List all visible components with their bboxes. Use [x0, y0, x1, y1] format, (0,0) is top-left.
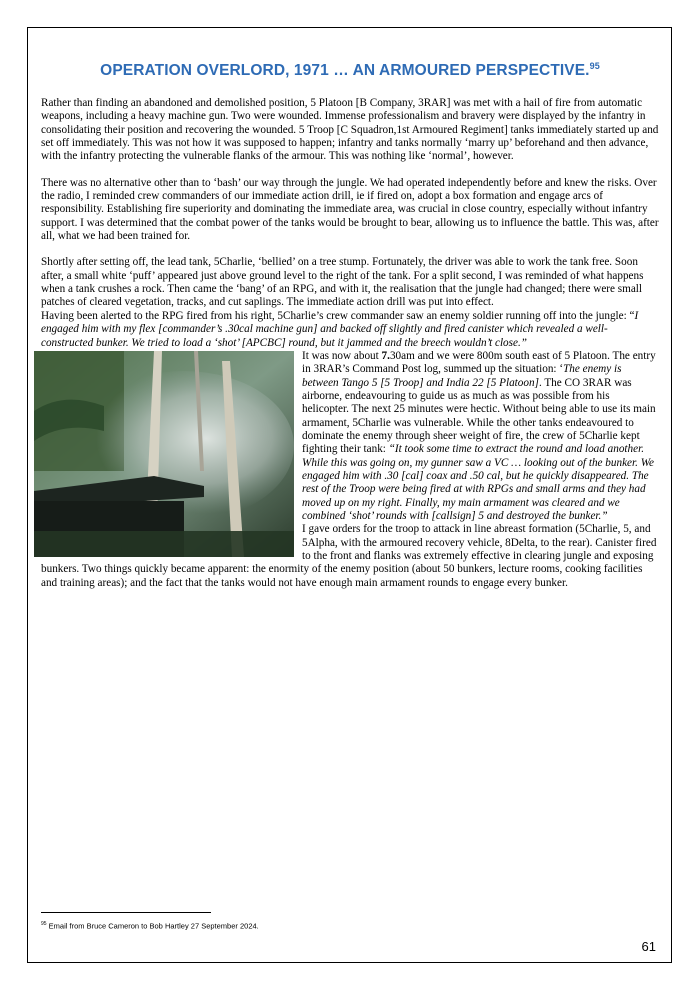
article-body — [41, 97, 659, 590]
paragraph-4: Having been alerted to the RPG fired from his right, 5Charlie’s crew commander saw an enemy soldier running off into the jungle: “I engaged him with my flex [commander’s .30cal machine gun] and backed off slightly and fired canister which revealed a well-constructed bunker. We tried to load a ‘shot’ [APCBC] round, but it jammed and the breech wouldn’t close.” — [41, 309, 639, 349]
page-title: OPERATION OVERLORD, 1971 … AN ARMOURED PERSPECTIVE.$^{95}$ — [100, 60, 600, 79]
footnote-divider — [41, 912, 211, 913]
tank-firing-photo — [34, 351, 294, 557]
page-number: 61 — [641, 939, 656, 954]
title-footnote-ref: 95 — [589, 60, 600, 71]
footnote: $^{95}$ Email from Bruce Cameron to Bob Hartley 27 September 2024. — [41, 921, 259, 931]
paragraph-2: There was no alternative other than to ‘bash’ our way through the jungle. We had operated independently before and knew the risks. Over the radio, I reminded crew commanders of our immediate action drill, ie if fired on, adopt a box formation and engage arcs of responsibility. Establishing fire superiority and dominating the immediate area, was crucial in close country, especially without infantry support. I was determined that the combat power of the tanks would be brought to bear, allowing us to influence the battle. This was, after all, what we had been trained for. — [41, 176, 659, 243]
paragraph-1: Rather than finding an abandoned and demolished position, 5 Platoon [B Company, 3RAR] was met with a hail of fire from automatic weapons, including a heavy machine gun. Two were wounded. Immense professionalism and bravery were displayed by the infantry in consolidating their position and recovering the wounded. 5 Troop [C Squadron,1st Armoured Regiment] tanks immediately started up and set off immediately. This was not how it was supposed to happen; infantry and tanks normally ‘marry up’ beforehand and then advance, with the infantry protecting the vulnerable flanks of the armour. This was nothing like ‘normal’, however. — [41, 97, 659, 163]
paragraph-6: I gave orders for the troop to attack in line abreast formation (5Charlie, 5, and 5Alpha, with the armoured recovery vehicle, 8Delta, to the rear). Canister fired to the front and flanks was extremely effective in clearing jungle and exposing bunkers. Two things quickly became apparent: the enormity of the enemy position (about 50 bunkers, lecture rooms, cooking facilities and training areas); and the fact that the tanks would not have enough main armament rounds to engage every bunker. — [41, 523, 657, 589]
paragraph-5: It was now about 7.30am and we were 800m south east of 5 Platoon. The entry in 3RAR’s Command Post log, summed up the situation: ‘The enemy is between Tango 5 [5 Troop] and India 22 [5 Platoon]. The CO 3RAR was airborne, endeavouring to guide us as much as was possible from his helicopter. The next 25 minutes were hectic. Without being able to use its main armament, 5Charlie was vulnerable. While the other tanks endeavoured to dominate the enemy through sheer weight of fire, the crew of 5Charlie kept fighting their tank: “It took some time to extract the round and load another. While this was going on, my gunner saw a VC … looking out of the bunker. We engaged him with .30 [cal] coax and .50 cal, but he quickly disappeared. The rest of the Troop were being fired at with RPGs and small arms and they had moved up on my right. Finally, my main armament was cleared and we combined ‘shot’ rounds with [callsign] 5 and destroyed the bunker.” — [302, 349, 656, 522]
paragraph-3: Shortly after setting off, the lead tank, 5Charlie, ‘bellied’ on a tree stump. Fortunately, the driver was able to work the tank free. Soon after, a small white ‘puff’ appeared just above ground level to the right of the tank. For a split second, I was reminded of what happens when a tank crushes a rock. Then came the ‘bang’ of an RPG, and with it, the realisation that the jungle had changed; there were small patches of cleared vegetation, tracks, and cut saplings. The immediate action drill was put into effect. — [41, 256, 644, 309]
